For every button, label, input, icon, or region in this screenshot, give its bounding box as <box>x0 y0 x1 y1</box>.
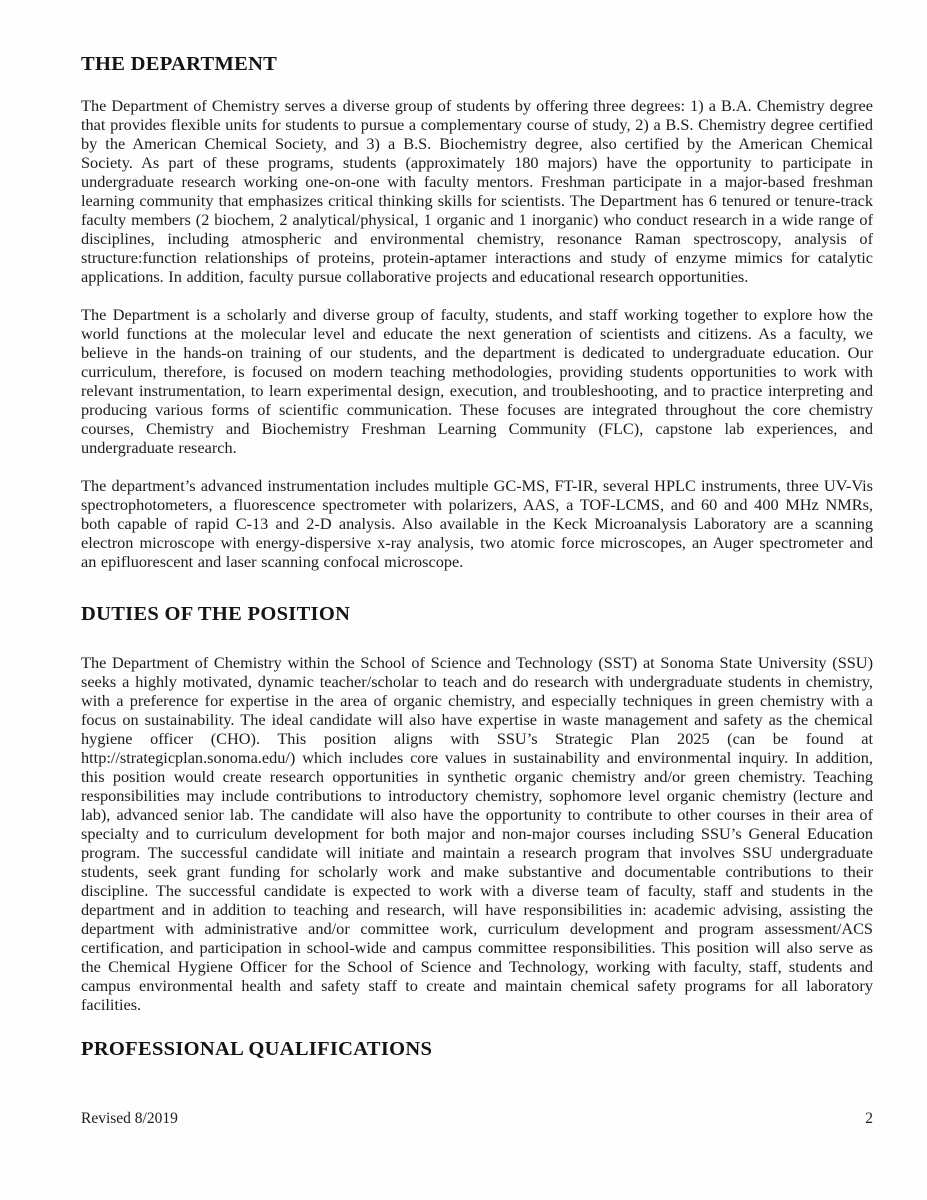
heading-duties-of-the-position: DUTIES OF THE POSITION <box>81 603 351 625</box>
heading-professional-qualifications: PROFESSIONAL QUALIFICATIONS <box>81 1038 433 1060</box>
paragraph-department-overview: The Department of Chemistry serves a diverse group of students by offering three degrees: 1) a B.A. Chemistry degree that provides flexible units for students to pursue a complementary course of study, 2) a B.S. Chemistry degree certified by the American Chemical Society, and 3) a B.S. Biochemistry degree, also certified by the American Chemical Society. As part of these programs, students (approximately 180 majors) have the opportunity to participate in undergraduate research working one-on-one with faculty mentors. Freshman participate in a major-based freshman learning community that emphasizes critical thinking skills for scientists. The Department has 6 tenured or tenure-track faculty members (2 biochem, 2 analytical/physical, 1 organic and 1 inorganic) who conduct research in a wide range of disciplines, including atmospheric and environmental chemistry, resonance Raman spectroscopy, analysis of structure:function relationships of proteins, protein-aptamer interactions and study of enzyme mimics for catalytic applications. In addition, faculty pursue collaborative projects and educational research opportunities. <box>81 96 873 286</box>
heading-the-department: THE DEPARTMENT <box>81 53 278 75</box>
section-the-department <box>81 52 873 571</box>
footer-page-number: 2 <box>865 1110 873 1127</box>
footer-revision-date: Revised 8/2019 <box>81 1110 178 1127</box>
section-duties-of-the-position <box>81 602 873 1014</box>
paragraph-department-instrumentation: The department’s advanced instrumentation includes multiple GC-MS, FT-IR, several HPLC instruments, three UV-Vis spectrophotometers, a fluorescence spectrometer with polarizers, AAS, a TOF-LCMS, and 60 and 400 MHz NMRs, both capable of rapid C-13 and 2-D analysis. Also available in the Keck Microanalysis Laboratory are a scanning electron microscope with energy-dispersive x-ray analysis, two atomic force microscopes, an Auger spectrometer and an epifluorescent and laser scanning confocal microscope. <box>81 476 873 571</box>
paragraph-department-philosophy: The Department is a scholarly and diverse group of faculty, students, and staff working together to explore how the world functions at the molecular level and educate the next generation of scientists and citizens. As a faculty, we believe in the hands-on training of our students, and the department is dedicated to undergraduate education. Our curriculum, therefore, is focused on modern teaching methodologies, providing students opportunities to work with relevant instrumentation, to learn experimental design, execution, and troubleshooting, and to practice interpreting and producing various forms of scientific communication. These focuses are integrated throughout the core chemistry courses, Chemistry and Biochemistry Freshman Learning Community (FLC), capstone lab experiences, and undergraduate research. <box>81 305 873 457</box>
page-footer <box>81 1110 873 1128</box>
document-content <box>81 52 873 1061</box>
section-professional-qualifications <box>81 1037 873 1061</box>
paragraph-duties: The Department of Chemistry within the School of Science and Technology (SST) at Sonoma State University (SSU) seeks a highly motivated, dynamic teacher/scholar to teach and do research with undergraduate students in chemistry, with a preference for expertise in the area of organic chemistry, and especially techniques in green chemistry with a focus on sustainability. The ideal candidate will also have expertise in waste management and safety as the chemical hygiene officer (CHO). This position aligns with SSU’s Strategic Plan 2025 (can be found at http://strategicplan.sonoma.edu/) which includes core values in sustainability and environmental inquiry. In addition, this position would create research opportunities in synthetic organic chemistry and/or green chemistry. Teaching responsibilities may include contributions to introductory chemistry, sophomore level organic chemistry (lecture and lab), advanced senior lab. The candidate will also have the opportunity to contribute to other courses in their area of specialty and to curriculum development for both major and non-major courses including SSU’s General Education program. The successful candidate will initiate and maintain a research program that involves SSU undergraduate students, seek grant funding for scholarly work and make substantive and documentable contributions to their discipline. The successful candidate is expected to work with a diverse team of faculty, staff and students in the department and in addition to teaching and research, will have responsibilities in: academic advising, assisting the department with administrative and/or committee work, curriculum development and program assessment/ACS certification, and participation in school-wide and campus committee responsibilities. This position will also serve as the Chemical Hygiene Officer for the School of Science and Technology, working with faculty, staff, students and campus environmental health and safety staff to create and maintain chemical safety programs for all laboratory facilities. <box>81 653 873 1014</box>
